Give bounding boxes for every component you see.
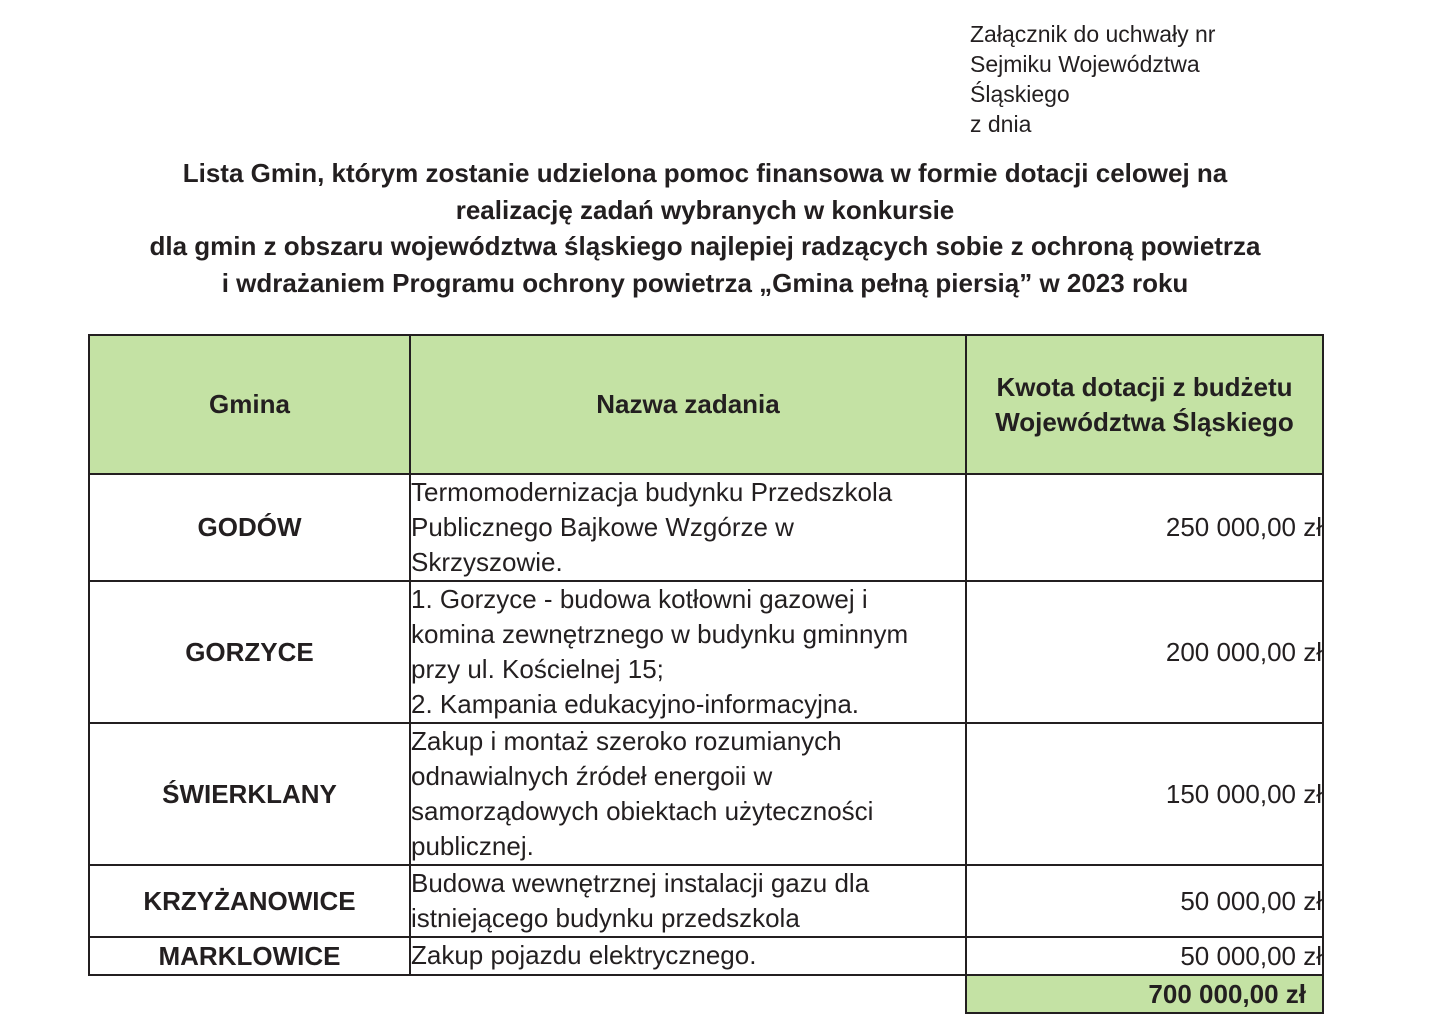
attachment-line: Śląskiego	[970, 81, 1070, 107]
task-line: Budowa wewnętrznej instalacji gazu dla	[411, 868, 870, 898]
grants-table	[88, 334, 1324, 1014]
title-line: realizację zadań wybranych w konkursie	[455, 194, 955, 225]
attachment-line: z dnia	[970, 111, 1032, 137]
title-line: dla gmin z obszaru województwa śląskiego najlepiej radzących sobie z ochroną powietrza	[149, 231, 1261, 261]
gmina-cell: ŚWIERKLANY	[89, 723, 410, 865]
amount-cell: 200 000,00 zł	[966, 581, 1323, 723]
task-line: przy ul. Kościelnej 15;	[411, 654, 664, 684]
title-line: i wdrażaniem Programu ochrony powietrza „Gmina pełną piersią” w 2023 roku	[221, 267, 1189, 298]
task-line: istniejącego budynku przedszkola	[411, 903, 800, 933]
task-cell	[410, 474, 966, 581]
amount-cell: 50 000,00 zł	[966, 937, 1323, 975]
amount-cell: 50 000,00 zł	[966, 865, 1323, 937]
amount-cell: 150 000,00 zł	[966, 723, 1323, 865]
attachment-note	[970, 19, 1215, 139]
total-amount-cell: 700 000,00 zł	[966, 975, 1323, 1013]
total-spacer	[89, 975, 410, 1013]
amount-cell: 250 000,00 zł	[966, 474, 1323, 581]
task-line: Termomodernizacja budynku Przedszkola	[411, 477, 893, 507]
table-header-row	[89, 335, 1323, 474]
document-title	[40, 155, 1370, 301]
header-amount-line: Województwa Śląskiego	[995, 406, 1294, 437]
title-line: Lista Gmin, którym zostanie udzielona pomoc finansowa w formie dotacji celowej na	[182, 158, 1228, 188]
table-row	[89, 865, 1323, 937]
gmina-cell: MARKLOWICE	[89, 937, 410, 975]
task-line: Zakup i montaż szeroko rozumianych	[411, 726, 842, 756]
table-row	[89, 474, 1323, 581]
task-cell	[410, 723, 966, 865]
task-line: Publicznego Bajkowe Wzgórze w	[411, 512, 794, 542]
header-amount-line: Kwota dotacji z budżetu	[996, 371, 1293, 402]
task-cell	[410, 937, 966, 975]
task-line: komina zewnętrznego w budynku gminnym	[411, 619, 909, 649]
task-cell	[410, 581, 966, 723]
attachment-line: Załącznik do uchwały nr	[970, 21, 1216, 47]
gmina-cell: GODÓW	[89, 474, 410, 581]
task-line: publicznej.	[411, 831, 534, 861]
task-line: Skrzyszowie.	[411, 547, 563, 577]
gmina-cell: GORZYCE	[89, 581, 410, 723]
task-cell	[410, 865, 966, 937]
header-task-name: Nazwa zadania	[410, 335, 966, 474]
total-row	[89, 975, 1323, 1013]
header-gmina: Gmina	[89, 335, 410, 474]
table-row	[89, 723, 1323, 865]
table-row	[89, 937, 1323, 975]
task-line: 1. Gorzyce - budowa kotłowni gazowej i	[411, 584, 868, 614]
table-row	[89, 581, 1323, 723]
total-spacer	[410, 975, 966, 1013]
task-line: 2. Kampania edukacyjno-informacyjna.	[411, 689, 860, 719]
task-line: samorządowych obiektach użyteczności	[411, 796, 874, 826]
header-amount	[966, 335, 1323, 474]
task-line: Zakup pojazdu elektrycznego.	[411, 940, 757, 970]
task-line: odnawialnych źródeł energoii w	[411, 761, 773, 791]
gmina-cell: KRZYŻANOWICE	[89, 865, 410, 937]
attachment-line: Sejmiku Województwa	[970, 51, 1200, 77]
